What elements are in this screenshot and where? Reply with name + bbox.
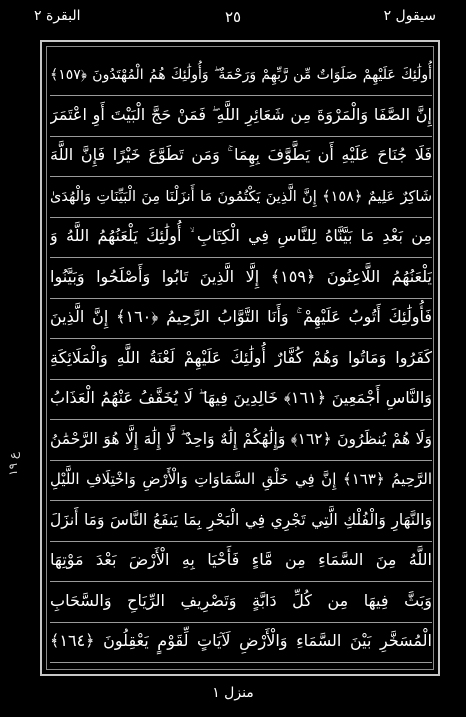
verse-line (50, 421, 432, 461)
verse-line-text: الرَّحِيمُ ﴿١٦٣﴾ إِنَّ فِي خَلْقِ السَّمَاوَاتِ وَالْأَرْضِ وَاخْتِلَافِ اللَّيْلِ (50, 470, 432, 488)
verse-line (50, 178, 432, 218)
verse-line (50, 218, 432, 258)
verse-line (50, 56, 432, 96)
verse-line (50, 502, 432, 542)
verse-line-text: وَالنَّهَارِ وَالْفُلْكِ الَّتِي تَجْرِي فِي الْبَحْرِ بِمَا يَنفَعُ النَّاسَ وَمَا أَنزَلَ (50, 510, 432, 529)
verse-line-text: إِنَّ الصَّفَا وَالْمَرْوَةَ مِن شَعَائِرِ اللَّهِ ۖ فَمَنْ حَجَّ الْبَيْتَ أَوِ اعْتَمَرَ (50, 104, 432, 124)
verse-line-text: كَفَرُوا وَمَاتُوا وَهُمْ كُفَّارٌ أُولَٰئِكَ عَلَيْهِمْ لَعْنَةُ اللَّهِ وَالْمَلَائِكَةِ (50, 347, 432, 367)
verse-lines (50, 56, 432, 666)
ruku-marker: ع ١٩ (6, 452, 20, 476)
verse-line (50, 623, 432, 663)
verse-line (50, 542, 432, 582)
verse-line-text: وَالنَّاسِ أَجْمَعِينَ ﴿١٦١﴾ خَالِدِينَ فِيهَا ۖ لَا يُخَفَّفُ عَنْهُمُ الْعَذَابُ (50, 388, 432, 407)
verse-line (50, 299, 432, 339)
verse-line (50, 137, 432, 177)
manzil-footer: منزل ١ (212, 685, 254, 701)
verse-line-text: وَلَا هُمْ يُنظَرُونَ ﴿١٦٢﴾ وَإِلَٰهُكُمْ إِلَٰهٌ وَاحِدٌ ۖ لَّا إِلَٰهَ إِلَّا هُوَ الرَّحْمَٰنُ (50, 429, 432, 448)
verse-line (50, 583, 432, 623)
page-header (0, 8, 466, 30)
verse-line-text: اللَّهُ مِنَ السَّمَاءِ مِن مَّاءٍ فَأَحْيَا بِهِ الْأَرْضَ بَعْدَ مَوْتِهَا (50, 550, 432, 569)
verse-line-text: مِن بَعْدِ مَا بَيَّنَّاهُ لِلنَّاسِ فِي الْكِتَابِ ۙ أُولَٰئِكَ يَلْعَنُهُمُ اللَّهُ وَ (50, 226, 432, 245)
surah-name: البقرة ٢ (34, 8, 81, 24)
verse-line (50, 259, 432, 299)
verse-line-text: أُولَٰئِكَ عَلَيْهِمْ صَلَوَاتٌ مِّن رَّبِّهِمْ وَرَحْمَةٌ ۖ وَأُولَٰئِكَ هُمُ الْمُهْتَدُونَ ﴿١٥٧﴾ (50, 67, 432, 83)
verse-line (50, 340, 432, 380)
verse-line-text: يَلْعَنُهُمُ اللَّاعِنُونَ ﴿١٥٩﴾ إِلَّا الَّذِينَ تَابُوا وَأَصْلَحُوا وَبَيَّنُوا (50, 266, 432, 286)
verse-line-text: وَبَثَّ فِيهَا مِن كُلِّ دَابَّةٍ وَتَصْرِيفِ الرِّيَاحِ وَالسَّحَابِ (50, 590, 432, 610)
verse-line-text: الْمُسَخَّرِ بَيْنَ السَّمَاءِ وَالْأَرْضِ لَآيَاتٍ لِّقَوْمٍ يَعْقِلُونَ ﴿١٦٤﴾ (50, 631, 432, 650)
para-name: سيقول ٢ (383, 8, 436, 24)
verse-line (50, 380, 432, 420)
verse-line-text: فَلَا جُنَاحَ عَلَيْهِ أَن يَطَّوَّفَ بِهِمَا ۚ وَمَن تَطَوَّعَ خَيْرًا فَإِنَّ اللَّهَ (50, 145, 432, 164)
verse-line (50, 461, 432, 501)
page-number: ٢٥ (224, 8, 242, 26)
verse-line-text: فَأُولَٰئِكَ أَتُوبُ عَلَيْهِمْ ۚ وَأَنَا التَّوَّابُ الرَّحِيمُ ﴿١٦٠﴾ إِنَّ الَّذِينَ (50, 307, 432, 326)
verse-line-text: شَاكِرٌ عَلِيمٌ ﴿١٥٨﴾ إِنَّ الَّذِينَ يَكْتُمُونَ مَا أَنزَلْنَا مِنَ الْبَيِّنَاتِ وَالْهُدَىٰ (50, 188, 432, 205)
verse-line (50, 97, 432, 137)
